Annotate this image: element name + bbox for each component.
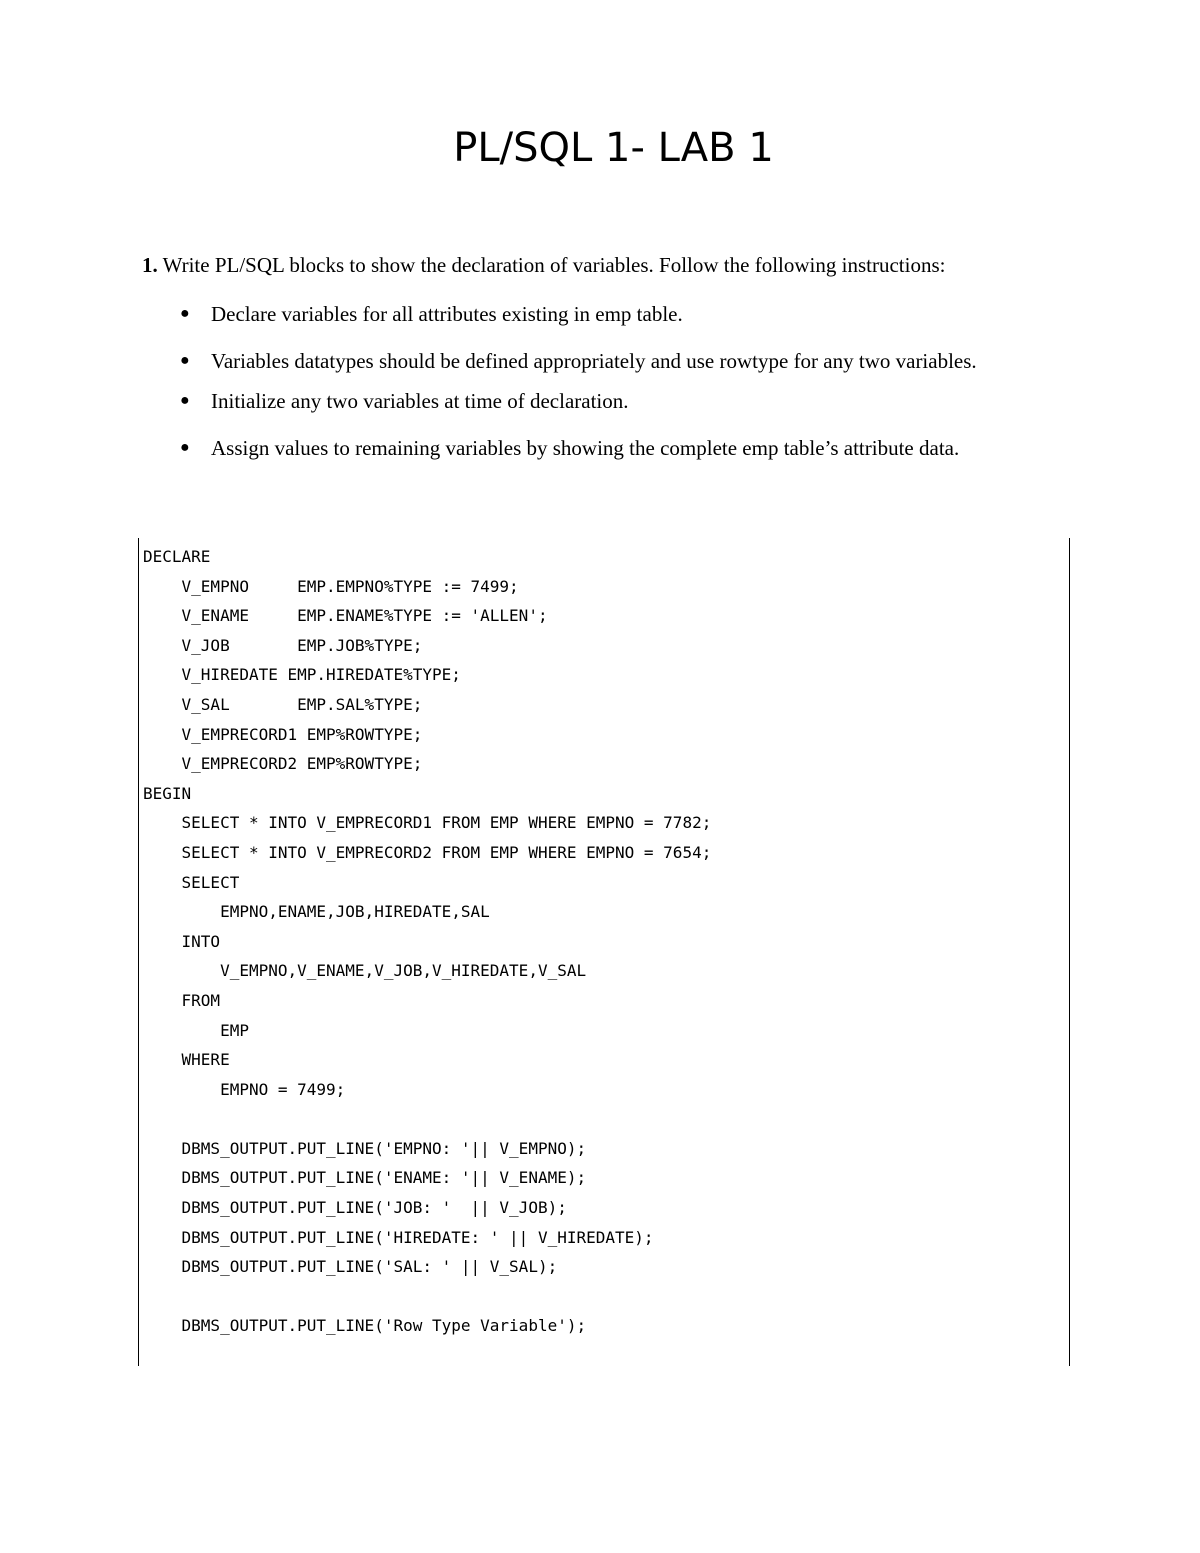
instruction-item bbox=[180, 430, 1100, 466]
code-line: INTO bbox=[143, 931, 221, 951]
code-line bbox=[143, 1341, 1069, 1371]
instruction-item bbox=[180, 383, 1100, 419]
instruction-text: Declare variables for all attributes existing in emp table. bbox=[211, 302, 683, 326]
code-line: V_EMPNO EMP.EMPNO%TYPE := 7499; bbox=[143, 576, 519, 596]
code-line: DBMS_OUTPUT.PUT_LINE('ENAME: '|| V_ENAME); bbox=[143, 1168, 587, 1188]
code-line: DBMS_OUTPUT.PUT_LINE('Row Type Variable'); bbox=[143, 1316, 587, 1336]
code-line: SELECT * INTO V_EMPRECORD1 FROM EMP WHERE EMPNO = 7782; bbox=[143, 813, 712, 833]
code-line: WHERE bbox=[143, 1050, 230, 1070]
code-line: SELECT bbox=[143, 872, 240, 892]
code-line: DBMS_OUTPUT.PUT_LINE('JOB: ' || V_JOB); bbox=[143, 1198, 567, 1218]
code-line: EMPNO = 7499; bbox=[143, 1079, 346, 1099]
question-number: 1. bbox=[142, 253, 158, 277]
code-line: V_EMPRECORD2 EMP%ROWTYPE; bbox=[143, 754, 423, 774]
bullet-icon: ● bbox=[180, 439, 190, 456]
bullet-icon: ● bbox=[180, 352, 190, 369]
code-line: DBMS_OUTPUT.PUT_LINE('EMPNO: '|| V_EMPNO); bbox=[143, 1138, 587, 1158]
instruction-item bbox=[180, 296, 1100, 332]
code-line: SELECT * INTO V_EMPRECORD2 FROM EMP WHERE EMPNO = 7654; bbox=[143, 842, 712, 862]
code-line: V_EMPRECORD1 EMP%ROWTYPE; bbox=[143, 724, 423, 744]
code-line: FROM bbox=[143, 990, 221, 1010]
bullet-icon: ● bbox=[180, 392, 190, 409]
bullet-icon: ● bbox=[180, 305, 190, 322]
code-line: EMP bbox=[143, 1020, 249, 1040]
question-text: Write PL/SQL blocks to show the declaration of variables. Follow the following instructions: bbox=[162, 253, 946, 277]
instruction-list bbox=[180, 296, 1100, 477]
code-line: DBMS_OUTPUT.PUT_LINE('SAL: ' || V_SAL); bbox=[143, 1257, 558, 1277]
code-block bbox=[138, 538, 1070, 1366]
code-line: V_EMPNO,V_ENAME,V_JOB,V_HIREDATE,V_SAL bbox=[143, 961, 587, 981]
code-line: DBMS_OUTPUT.PUT_LINE('HIREDATE: ' || V_HIREDATE); bbox=[143, 1227, 654, 1247]
code-line: V_HIREDATE EMP.HIREDATE%TYPE; bbox=[143, 665, 461, 685]
code-line bbox=[143, 1282, 1069, 1312]
code-line: DECLARE bbox=[143, 547, 211, 566]
code-line: V_ENAME EMP.ENAME%TYPE := 'ALLEN'; bbox=[143, 606, 548, 626]
instruction-text: Assign values to remaining variables by showing the complete emp table’s attribute data. bbox=[211, 436, 960, 460]
question-1 bbox=[142, 250, 1122, 280]
instruction-item bbox=[180, 343, 1100, 379]
code-text bbox=[139, 538, 1069, 1371]
instruction-text: Variables datatypes should be defined appropriately and use rowtype for any two variables. bbox=[211, 349, 977, 373]
code-line: BEGIN bbox=[143, 783, 192, 803]
page-title: PL/SQL 1- LAB 1 bbox=[453, 125, 774, 171]
code-line: V_SAL EMP.SAL%TYPE; bbox=[143, 694, 423, 714]
code-line bbox=[143, 1104, 1069, 1134]
instruction-text: Initialize any two variables at time of declaration. bbox=[211, 389, 629, 413]
code-line: EMPNO,ENAME,JOB,HIREDATE,SAL bbox=[143, 902, 490, 922]
code-line: V_JOB EMP.JOB%TYPE; bbox=[143, 635, 423, 655]
